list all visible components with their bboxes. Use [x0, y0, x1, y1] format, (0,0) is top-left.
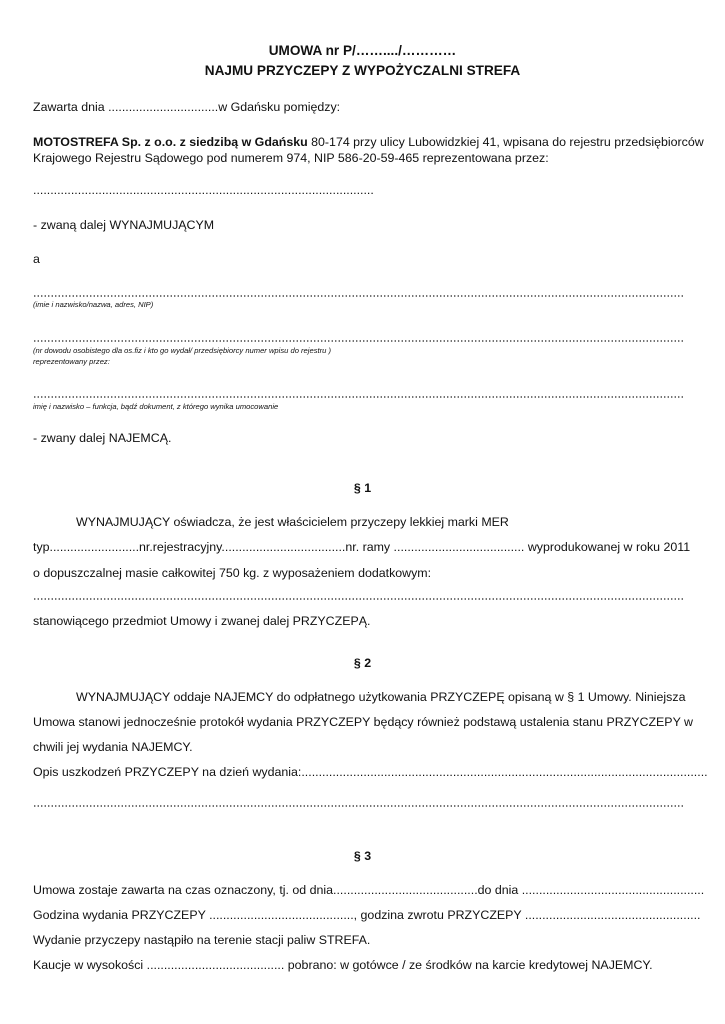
s1-line-2: typ..........................nr.rejestracyjny....................................nr. ramy ...................................... wyprodukowanej w roku 2011: [33, 540, 691, 554]
lessee-representative-field[interactable]: [33, 396, 683, 398]
section-1-heading: § 1: [353, 481, 372, 495]
company-line-1: [33, 135, 704, 149]
damage-description-field[interactable]: [33, 805, 683, 807]
and-label: a: [33, 252, 40, 266]
equipment-field[interactable]: [33, 598, 683, 600]
s3-line-1: Umowa zostaje zawarta na czas oznaczony, tj. od dnia..........................................do dnia .....................................................: [33, 883, 705, 897]
s2-line-1: WYNAJMUJĄCY oddaje NAJEMCY do odpłatnego użytkowania PRZYCZEPĘ opisaną w § 1 Umowy. Niniejsza: [76, 690, 686, 704]
function-note: imię i nazwisko – funkcja, bądź dokument, z którego wynika umocowanie: [33, 402, 279, 411]
section-3-heading: § 3: [353, 849, 372, 863]
lessee-name-note: (imie i nazwisko/nazwa, adres, NIP): [33, 300, 154, 309]
lessor-label: - zwaną dalej WYNAJMUJĄCYM: [33, 218, 215, 232]
s2-line-3: chwili jej wydania NAJEMCY.: [33, 740, 193, 754]
company-address: 80-174 przy ulicy Lubowidzkiej 41, wpisana do rejestru przedsiębiorców: [307, 135, 704, 149]
represented-by-note: reprezentowany przez:: [33, 357, 110, 366]
company-name: MOTOSTREFA Sp. z o.o. z siedzibą w Gdańsku: [33, 135, 308, 149]
s2-line-2: Umowa stanowi jednocześnie protokół wydania PRZYCZEPY będący również podstawą ustalenia stanu PRZYCZEPY w: [33, 715, 694, 729]
company-line-2: Krajowego Rejestru Sądowego pod numerem 974, NIP 586-20-59-465 reprezentowana przez:: [33, 151, 549, 165]
lessee-id-note: (nr dowodu osobistego dla os.fiz i kto go wydał/ przedsiębiorcy numer wpisu do rejestru ): [33, 346, 331, 355]
s2-line-4: Opis uszkodzeń PRZYCZEPY na dzień wydania:......................................................................................................................: [33, 765, 708, 779]
concluded-line: Zawarta dnia ................................w Gdańsku pomiędzy:: [33, 100, 341, 114]
s3-line-2: Godzina wydania PRZYCZEPY .........................................., godzina zwrotu PRZYCZEPY ...................................................: [33, 908, 701, 922]
document-title: UMOWA nr P/……..../…………: [268, 43, 457, 58]
representative-dots: ...................................................................................................: [33, 183, 374, 197]
document-subtitle: NAJMU PRZYCZEPY Z WYPOŻYCZALNI STREFA: [204, 63, 521, 78]
s1-line-1: WYNAJMUJĄCY oświadcza, że jest właścicielem przyczepy lekkiej marki MER: [76, 515, 509, 529]
section-2-heading: § 2: [353, 656, 372, 670]
s3-line-3: Wydanie przyczepy nastąpiło na terenie stacji paliw STREFA.: [33, 933, 371, 947]
lessee-id-field[interactable]: [33, 340, 683, 342]
s1-line-3: o dopuszczalnej masie całkowitej 750 kg. z wyposażeniem dodatkowym:: [33, 566, 432, 580]
s3-line-4: Kaucje w wysokości ........................................ pobrano: w gotówce / ze środków na karcie kredytowej NAJEMCY.: [33, 958, 653, 972]
lessee-label: - zwany dalej NAJEMCĄ.: [33, 431, 172, 445]
lessee-name-field[interactable]: [33, 295, 683, 297]
s1-line-4: stanowiącego przedmiot Umowy i zwanej dalej PRZYCZEPĄ.: [33, 614, 371, 628]
